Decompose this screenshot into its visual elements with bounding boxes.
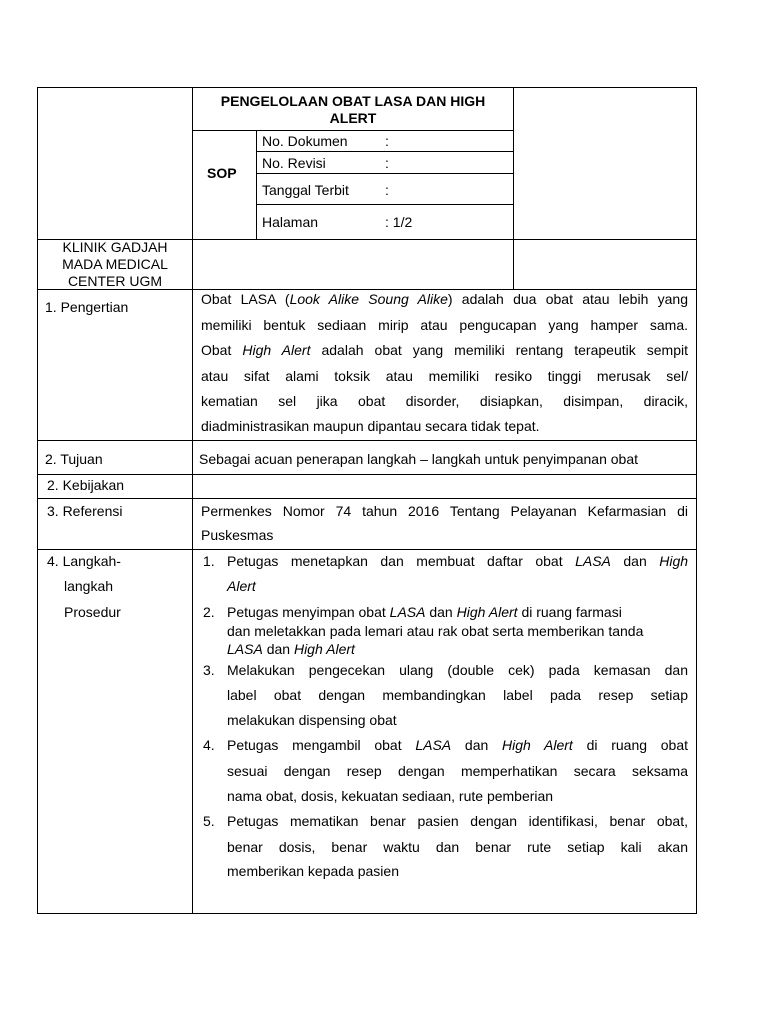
section-label-kebijakan: 2. Kebijakan [47,477,125,493]
section-label-tujuan: 2. Tujuan [45,451,103,467]
page-label: Halaman [262,214,319,230]
step-line: Petugas menetapkan dan membuat daftar obat LASA dan High [227,553,689,569]
page-value: : 1/2 [385,214,413,230]
step-line: label obat dengan membandingkan label pada resep setiap [227,687,688,703]
clinic-name-line3: CENTER UGM [67,273,163,289]
tujuan-text: Sebagai acuan penerapan langkah – langkah untuk penyimpanan obat [199,451,639,467]
step-line: Petugas menyimpan obat LASA dan High Alert di ruang farmasi [227,604,622,620]
document-title-line1: PENGELOLAAN OBAT LASA DAN HIGH [220,93,486,109]
issue-date-value: : [385,182,389,198]
sop-label: SOP [207,165,237,181]
step-line: nama obat, dosis, kekuatan sediaan, rute pemberian [227,788,554,804]
section-label-prosedur-line2: langkah [64,578,114,594]
step-number: 2. [203,604,215,620]
step-number: 4. [203,737,215,753]
pengertian-line2: memiliki bentuk sediaan mirip atau pengucapan yang hamper sama. [201,317,688,333]
step-number: 5. [203,813,215,829]
step-line: Petugas mengambil obat LASA dan High Alert di ruang obat [227,737,689,753]
step-line: benar dosis, benar waktu dan benar rute setiap kali akan [227,839,688,855]
issue-date-label: Tanggal Terbit [262,182,349,198]
pengertian-line5: kematian sel jika obat disorder, disiapkan, disimpan, diracik, [201,393,688,409]
step-line: melakukan dispensing obat [227,712,397,728]
clinic-name-line2: MADA MEDICAL [62,256,168,272]
pengertian-line6: diadministrasikan maupun dipantau secara tidak tepat. [201,418,540,434]
step-line: memberikan kepada pasien [227,863,399,879]
document-title-line2: ALERT [329,110,377,126]
step-line: Petugas mematikan benar pasien dengan identifikasi, benar obat, [227,813,688,829]
section-label-pengertian: 1. Pengertian [45,299,129,315]
step-number: 1. [203,553,215,569]
step-line: sesuai dengan resep dengan memperhatikan secara seksama [227,763,688,779]
referensi-line1: Permenkes Nomor 74 tahun 2016 Tentang Pelayanan Kefarmasian di [201,503,688,519]
pengertian-line1: Obat LASA (Look Alike Soung Alike) adalah dua obat atau lebih yang [201,291,688,307]
pengertian-line3: Obat High Alert adalah obat yang memiliki rentang terapeutik sempit [201,342,688,358]
step-line: LASA dan High Alert [227,641,355,657]
revision-label: No. Revisi [262,155,326,171]
referensi-line2: Puskesmas [201,527,274,543]
step-line: Melakukan pengecekan ulang (double cek) pada kemasan dan [227,662,688,678]
section-label-prosedur-line3: Prosedur [64,604,121,620]
section-label-referensi: 3. Referensi [47,503,123,519]
clinic-name-line1: KLINIK GADJAH [62,239,168,255]
step-line: Alert [227,578,256,594]
pengertian-line4: atau sifat alami toksik atau memiliki resiko tinggi merusak sel/ [201,368,688,384]
doc-number-value: : [385,133,389,149]
revision-value: : [385,155,389,171]
step-line: dan meletakkan pada lemari atau rak obat serta memberikan tanda [227,623,644,639]
step-number: 3. [203,662,215,678]
section-label-prosedur-line1: 4. Langkah- [47,553,121,569]
doc-number-label: No. Dokumen [262,133,348,149]
